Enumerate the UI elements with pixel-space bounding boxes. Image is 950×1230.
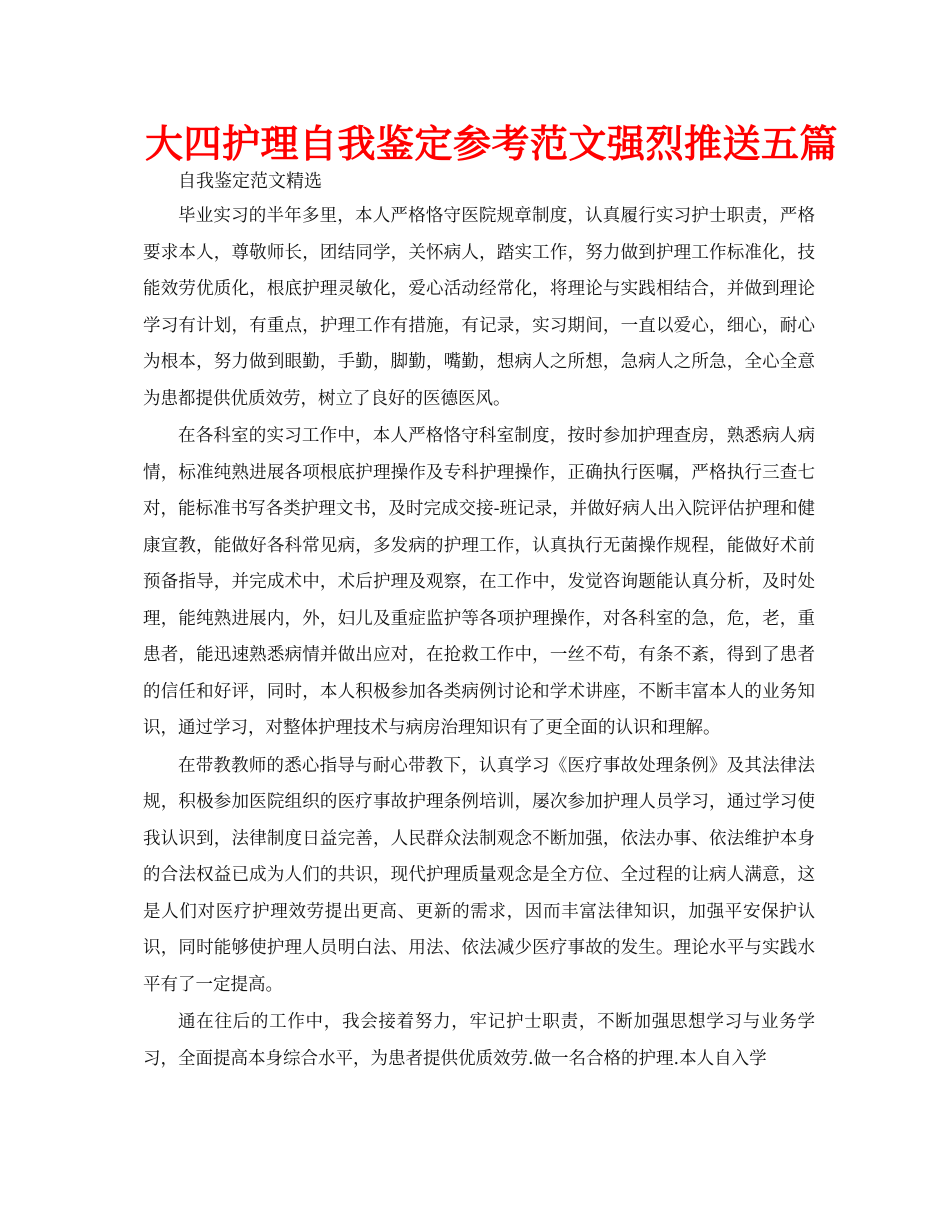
paragraph-2: 在各科室的实习工作中，本人严格恪守科室制度，按时参加护理查房，熟悉病人病情，标准纯熟进展各项根底护理操作及专科护理操作，正确执行医嘱，严格执行三查七对，能标准书写各类护理文书，及时完成交接-班记录，并做好病人出入院评估护理和健康宣教，能做好各科常见病，多发病的护理工作，认真执行无菌操作规程，能做好术前预备指导，并完成术中，术后护理及观察，在工作中，发觉咨询题能认真分析，及时处理，能纯熟进展内，外，妇儿及重症监护等各项护理操作，对各科室的急，危，老，重患者，能迅速熟悉病情并做出应对，在抢救工作中，一丝不苟，有条不紊，得到了患者的信任和好评，同时，本人积极参加各类病例讨论和学术讲座，不断丰富本人的业务知识，通过学习，对整体护理技术与病房治理知识有了更全面的认识和理解。 <box>143 426 815 738</box>
document-title: 大四护理自我鉴定参考范文强烈推送五篇 <box>145 122 839 166</box>
paragraph-1: 毕业实习的半年多里，本人严格恪守医院规章制度，认真履行实习护士职责，严格要求本人，尊敬师长，团结同学，关怀病人，踏实工作，努力做到护理工作标准化，技能效劳优质化，根底护理灵敏化，爱心活动经常化，将理论与实践相结合，并做到理论学习有计划，有重点，护理工作有措施，有记录，实习期间，一直以爱心，细心，耐心为根本，努力做到眼勤，手勤，脚勤，嘴勤，想病人之所想，急病人之所急，全心全意为患都提供优质效劳，树立了良好的医德医风。 <box>143 206 815 409</box>
paragraph-4: 通在往后的工作中，我会接着努力，牢记护士职责，不断加强思想学习与业务学习，全面提高本身综合水平，为患者提供优质效劳.做一名合格的护理.本人自入学 <box>143 1012 815 1069</box>
document-body <box>143 198 815 1078</box>
document-subtitle: 自我鉴定范文精选 <box>178 171 322 192</box>
paragraph-3: 在带教教师的悉心指导与耐心带教下，认真学习《医疗事故处理条例》及其法律法规，积极参加医院组织的医疗事故护理条例培训，屡次参加护理人员学习，通过学习使我认识到，法律制度日益完善，人民群众法制观念不断加强，依法办事、依法维护本身的合法权益已成为人们的共识，现代护理质量观念是全方位、全过程的让病人满意，这是人们对医疗护理效劳提出更高、更新的需求，因而丰富法律知识，加强平安保护认识，同时能够使护理人员明白法、用法、依法减少医疗事故的发生。理论水平与实践水平有了一定提高。 <box>143 755 815 995</box>
